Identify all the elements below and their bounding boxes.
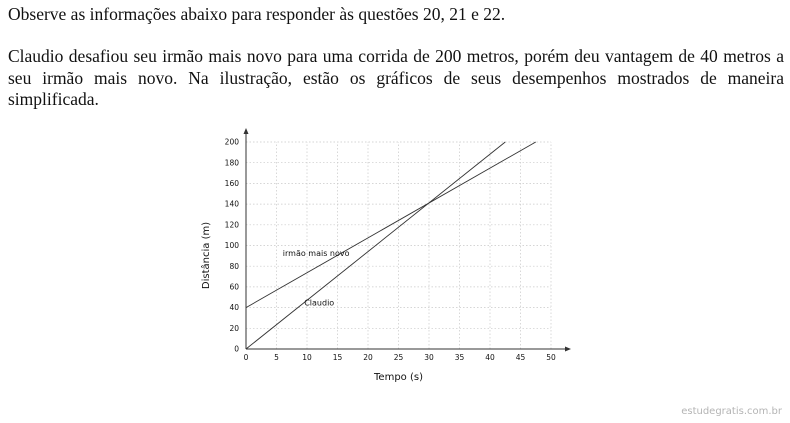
x-tick-label: 30 [424, 353, 434, 362]
y-tick-label: 60 [229, 282, 239, 292]
y-axis-label: Distância (m) [201, 221, 212, 290]
y-tick-label: 100 [224, 241, 239, 251]
x-tick-label: 50 [546, 353, 556, 362]
x-axis-label: Tempo (s) [374, 372, 423, 383]
problem-paragraph: Claudio desafiou seu irmão mais novo para uma corrida de 200 metros, porém deu vantagem de 40 metros a seu irmão mais novo. Na ilustração, estão os gráficos de seus desempenhos mostrados de maneira simplificada. [8, 46, 784, 109]
x-tick-label: 15 [332, 353, 343, 362]
y-tick-label: 80 [229, 261, 239, 271]
y-tick-label: 40 [229, 303, 239, 313]
series-label: Claudio [304, 298, 335, 308]
x-tick-label: 5 [274, 353, 279, 362]
y-tick-label: 200 [224, 137, 239, 147]
x-tick-label: 35 [454, 353, 465, 362]
series-label: irmão mais novo [282, 248, 350, 258]
y-tick-label: 0 [234, 344, 239, 354]
y-tick-label: 180 [224, 158, 239, 168]
chart-grid [246, 142, 551, 349]
x-tick-label: 25 [393, 353, 404, 362]
y-tick-label: 140 [224, 199, 239, 209]
x-axis-arrow [565, 347, 571, 352]
x-tick-label: 10 [302, 353, 312, 362]
y-tick-label: 160 [224, 179, 239, 188]
distance-time-chart [190, 125, 590, 395]
watermark: estudegratis.com.br [681, 406, 782, 417]
chart-axes [244, 128, 572, 352]
x-tick-label: 40 [485, 353, 495, 362]
x-tick-label: 45 [515, 353, 526, 362]
intro-text: Observe as informações abaixo para responder às questões 20, 21 e 22. [8, 4, 506, 24]
x-tick-label: 0 [243, 353, 249, 362]
x-tick-label: 20 [363, 353, 373, 362]
y-tick-label: 20 [229, 323, 239, 333]
y-axis-arrow [244, 128, 249, 134]
y-tick-label: 120 [224, 220, 239, 230]
